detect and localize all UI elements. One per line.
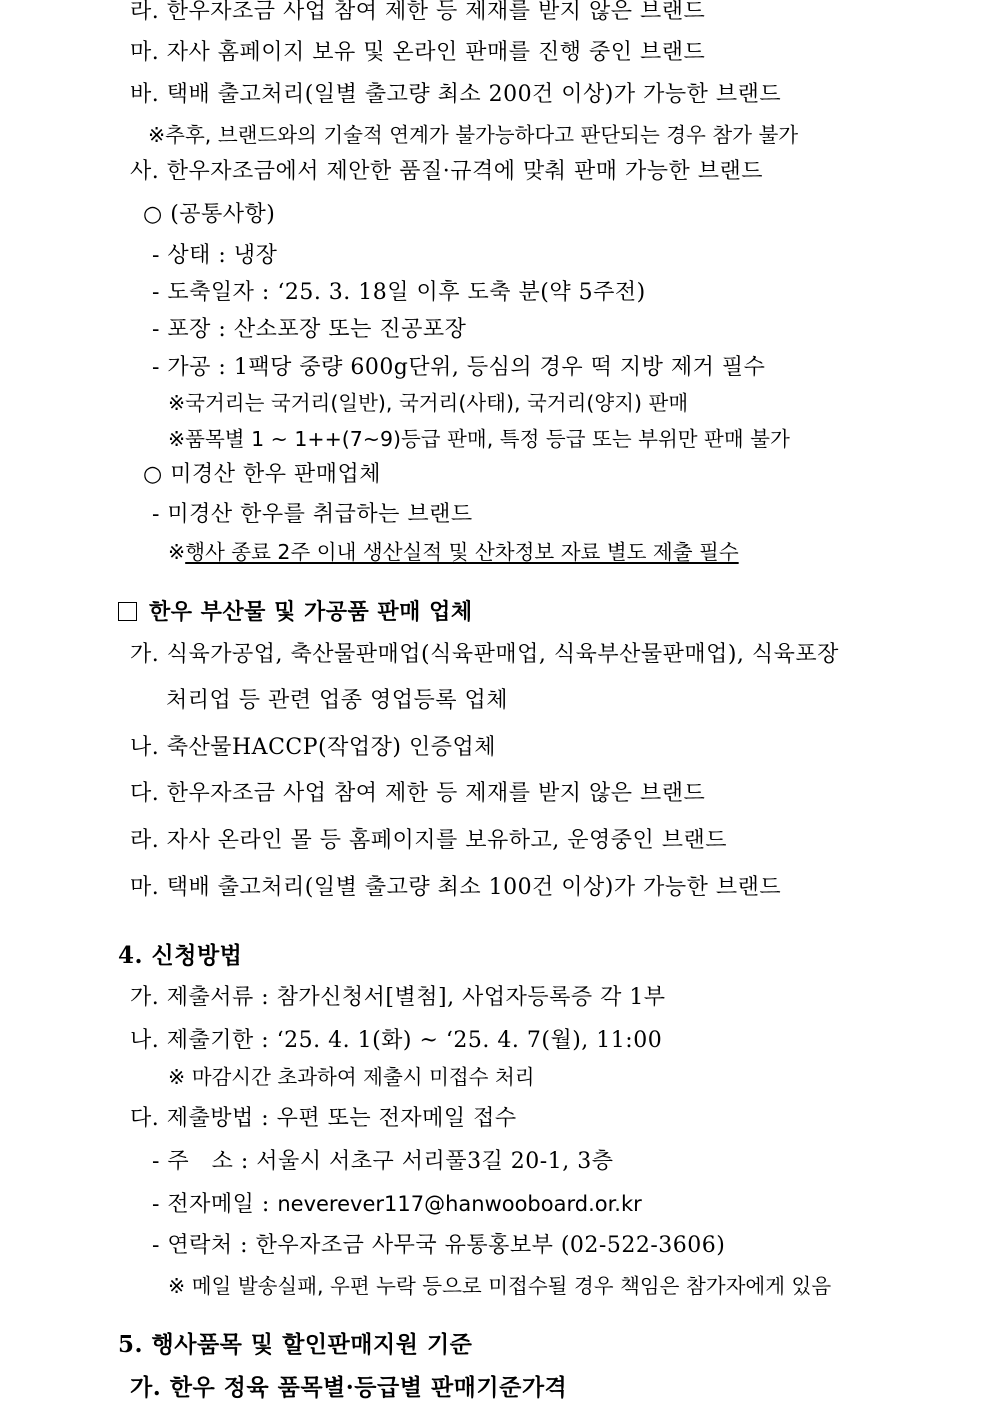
item-ma-homepage: 마. 자사 홈페이지 보유 및 온라인 판매를 진행 중인 브랜드	[130, 40, 706, 65]
byproduct-item-da: 다. 한우자조금 사업 참여 제한 등 제재를 받지 않은 브랜드	[130, 781, 706, 806]
common-slaughter-date: - 도축일자 : ‘25. 3. 18일 이후 도축 분(약 5주전)	[152, 280, 646, 305]
byproduct-item-ga-1: 가. 식육가공업, 축산물판매업(식육판매업, 식육부산물판매업), 식육포장	[130, 642, 839, 667]
note-grade: ※품목별 1 ~ 1++(7~9)등급 판매, 특정 등급 또는 부위만 판매 불가	[168, 427, 790, 451]
application-contact: - 연락처 : 한우자조금 사무국 유통홍보부 (02-522-3606)	[152, 1233, 726, 1258]
byproduct-item-na: 나. 축산물HACCP(작업장) 인증업체	[130, 735, 496, 760]
application-email-line	[152, 1189, 642, 1220]
common-heading: ○ (공통사항)	[143, 202, 276, 227]
application-method: 다. 제출방법 : 우편 또는 전자메일 접수	[130, 1106, 517, 1131]
email-address: neverever117@hanwooboard.or.kr	[277, 1192, 642, 1216]
application-documents: 가. 제출서류 : 참가신청서[별첨], 사업자등록증 각 1부	[130, 985, 666, 1010]
note-underlined-text: 행사 종료 2주 이내 생산실적 및 산차정보 자료 별도 제출 필수	[185, 540, 739, 564]
section5-title: 5. 행사품목 및 할인판매지원 기준	[118, 1331, 473, 1358]
common-processing: - 가공 : 1팩당 중량 600g단위, 등심의 경우 떡 지방 제거 필수	[152, 355, 766, 380]
common-state: - 상태 : 냉장	[152, 243, 278, 268]
byproduct-title-text: 한우 부산물 및 가공품 판매 업체	[149, 599, 473, 625]
byproduct-item-ra: 라. 자사 온라인 몰 등 홈페이지를 보유하고, 운영중인 브랜드	[130, 828, 727, 853]
application-deadline: 나. 제출기한 : ‘25. 4. 1(화) ~ ‘25. 4. 7(월), 11:00	[130, 1028, 663, 1053]
byproduct-item-ma: 마. 택배 출고처리(일별 출고량 최소 100건 이상)가 가능한 브랜드	[130, 875, 782, 900]
byproduct-item-ga-2: 처리업 등 관련 업종 영업등록 업체	[166, 688, 508, 713]
application-address: - 주 소 : 서울시 서초구 서리풀3길 20-1, 3층	[152, 1149, 614, 1174]
application-title: 4. 신청방법	[118, 942, 243, 969]
note-mark: ※	[168, 540, 186, 564]
application-contact-note: ※ 메일 발송실패, 우편 누락 등으로 미접수될 경우 책임은 참가자에게 있음	[168, 1274, 832, 1298]
note-gukgeori: ※국거리는 국거리(일반), 국거리(사태), 국거리(양지) 판매	[168, 391, 689, 415]
unbranded-item: - 미경산 한우를 취급하는 브랜드	[152, 502, 473, 527]
byproduct-title	[118, 597, 473, 627]
item-sa-quality: 사. 한우자조금에서 제안한 품질·규격에 맞춰 판매 가능한 브랜드	[130, 159, 763, 184]
item-ra-sanction: 라. 한우자조금 사업 참여 제한 등 제재를 받지 않은 브랜드	[130, 0, 706, 24]
note-future: ※추후, 브랜드와의 기술적 연계가 불가능하다고 판단되는 경우 참가 불가	[148, 123, 799, 147]
checkbox-square-icon	[118, 602, 137, 621]
item-ba-delivery: 바. 택배 출고처리(일별 출고량 최소 200건 이상)가 가능한 브랜드	[130, 82, 782, 107]
email-label: - 전자메일 :	[152, 1192, 278, 1217]
common-packaging: - 포장 : 산소포장 또는 진공포장	[152, 317, 467, 342]
unbranded-heading: ○ 미경산 한우 판매업체	[143, 462, 381, 487]
application-deadline-note: ※ 마감시간 초과하여 제출시 미접수 처리	[168, 1065, 535, 1089]
section5-subtitle: 가. 한우 정육 품목별·등급별 판매기준가격	[130, 1374, 568, 1401]
unbranded-note	[168, 537, 739, 567]
